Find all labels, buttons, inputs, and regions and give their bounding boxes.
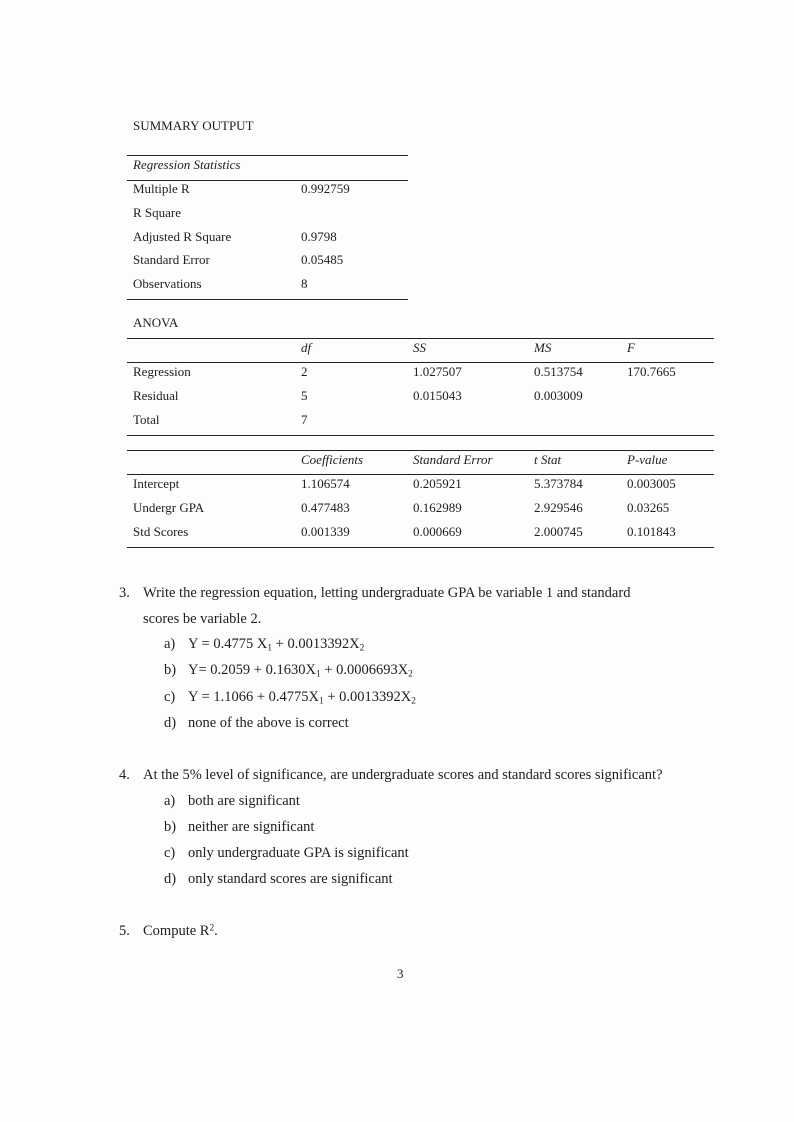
coef-cell: 1.106574 (301, 476, 350, 491)
coef-cell: 0.101843 (627, 524, 676, 539)
anova-cell: 170.7665 (627, 364, 676, 379)
coef-cell: 0.001339 (301, 524, 350, 539)
table-rule (127, 299, 408, 300)
stat-value-adjusted-r-square: 0.9798 (301, 229, 337, 244)
question-text: Write the regression equation, letting undergraduate GPA be variable 1 and standard (143, 585, 631, 601)
anova-cell: 7 (301, 412, 308, 427)
question-number: 5. (119, 923, 130, 939)
question-text: At the 5% level of significance, are undergraduate scores and standard scores significant? (143, 767, 663, 783)
coef-cell: 0.162989 (413, 500, 462, 515)
coef-header: P-value (627, 452, 668, 467)
question-text: Compute $R^2$. (143, 923, 218, 939)
anova-cell: 0.015043 (413, 388, 462, 403)
stat-label-observations: Observations (133, 276, 202, 291)
anova-cell: 2 (301, 364, 308, 379)
option-text: only undergraduate GPA is significant (188, 845, 409, 861)
anova-row-label: Regression (133, 364, 191, 379)
coef-cell: 0.477483 (301, 500, 350, 515)
coef-header: t Stat (534, 452, 562, 467)
table-rule (127, 450, 714, 451)
stat-label-multiple-r: Multiple R (133, 181, 190, 196)
option-text: neither are significant (188, 819, 315, 835)
option-letter: a) (164, 636, 176, 652)
coef-header: Standard Error (413, 452, 493, 467)
stat-value-standard-error: 0.05485 (301, 252, 344, 267)
option-letter: c) (164, 845, 176, 861)
anova-title: ANOVA (133, 315, 179, 330)
question-number: 3. (119, 585, 130, 601)
coef-cell: 2.000745 (534, 524, 583, 539)
page-number: 3 (397, 966, 404, 981)
anova-cell: 5 (301, 388, 308, 403)
option-c-equation: $Y = 1.1066 + 0.4775X_1 + 0.0013392X_2$ (188, 689, 416, 707)
option-letter: b) (164, 819, 177, 835)
option-letter: d) (164, 715, 177, 731)
table-rule (127, 362, 714, 363)
anova-header-ss: SS (413, 340, 426, 355)
coef-cell: 2.929546 (534, 500, 583, 515)
coef-cell: 0.000669 (413, 524, 462, 539)
table-rule (127, 155, 408, 156)
coef-cell: 5.373784 (534, 476, 583, 491)
table-rule (127, 435, 714, 436)
anova-cell: 0.513754 (534, 364, 583, 379)
anova-cell: 1.027507 (413, 364, 462, 379)
regression-statistics-header: Regression Statistics (133, 157, 241, 172)
anova-cell: 0.003009 (534, 388, 583, 403)
option-a-equation: Y = 0.4775 $X_1 + 0.0013392X_2$ (188, 636, 365, 654)
coef-cell: 0.03265 (627, 500, 670, 515)
table-rule (127, 474, 714, 475)
stat-value-multiple-r: 0.992759 (301, 181, 350, 196)
anova-header-ms: MS (534, 340, 552, 355)
coef-cell: 0.003005 (627, 476, 676, 491)
option-d-text: none of the above is correct (188, 715, 349, 731)
coef-row-label: Std Scores (133, 524, 189, 539)
table-rule (127, 547, 714, 548)
anova-row-label: Residual (133, 388, 179, 403)
coef-header: Coefficients (301, 452, 364, 467)
anova-header-f: F (627, 340, 635, 355)
coef-cell: 0.205921 (413, 476, 462, 491)
summary-title: SUMMARY OUTPUT (133, 118, 254, 133)
option-letter: d) (164, 871, 177, 887)
option-b-equation: $Y= 0.2059 + 0.1630X_1 + 0.0006693X_2$ (188, 662, 413, 680)
stat-value-observations: 8 (301, 276, 308, 291)
stat-label-standard-error: Standard Error (133, 252, 210, 267)
option-letter: c) (164, 689, 176, 705)
option-text: only standard scores are significant (188, 871, 393, 887)
stat-label-adjusted-r-square: Adjusted R Square (133, 229, 232, 244)
option-letter: b) (164, 662, 177, 678)
coef-row-label: Intercept (133, 476, 180, 491)
question-text-continued: scores be variable 2. (143, 611, 262, 627)
anova-header-df: df (301, 340, 312, 355)
question-number: 4. (119, 767, 130, 783)
stat-label-r-square: R Square (133, 205, 182, 220)
anova-row-label: Total (133, 412, 160, 427)
option-text: both are significant (188, 793, 300, 809)
table-rule (127, 338, 714, 339)
option-letter: a) (164, 793, 176, 809)
coef-row-label: Undergr GPA (133, 500, 205, 515)
